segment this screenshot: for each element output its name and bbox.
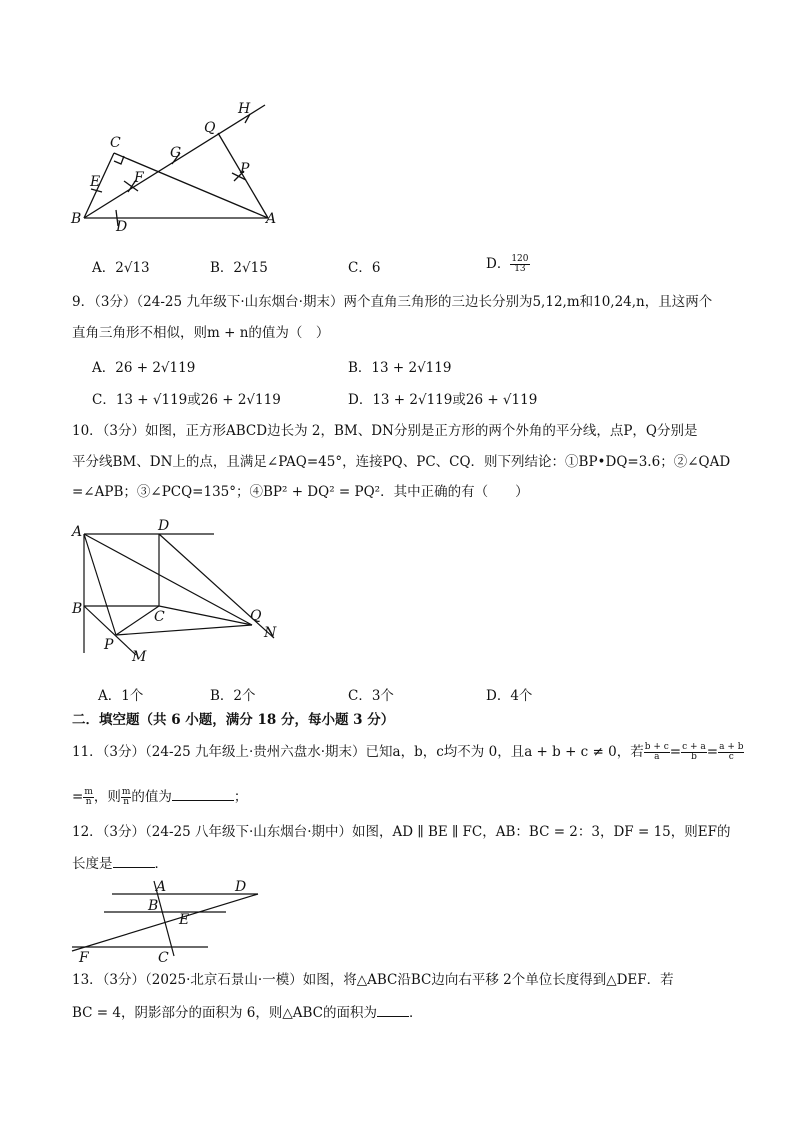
q12-text-end: ． xyxy=(154,856,168,872)
label-q: Q xyxy=(204,120,216,136)
label-c: C xyxy=(154,609,165,625)
q10-line3: =∠APB；③∠PCQ=135°；④BP² + DQ² = PQ²．其中正确的有（ ） xyxy=(72,484,529,500)
q8-option-d-fraction: $\frac{120}{13}$ xyxy=(511,254,529,274)
q12-line2 xyxy=(72,853,168,874)
q11-eq-1: = xyxy=(669,744,682,760)
label-p: P xyxy=(240,161,250,177)
label-d: D xyxy=(235,879,247,895)
label-b: B xyxy=(148,898,159,914)
figure-q10 xyxy=(66,515,286,665)
q10-option-c[interactable]: C．3个 xyxy=(348,688,394,704)
q12-text: 长度是 xyxy=(72,856,113,872)
line-transversal-2 xyxy=(72,894,258,951)
q9-line2: 直角三角形不相似，则m + n的值为（ ） xyxy=(72,325,330,341)
q11-answer-blank[interactable] xyxy=(172,786,234,801)
q10-option-b[interactable]: B．2个 xyxy=(210,688,256,704)
line-cq xyxy=(159,606,252,625)
q9-option-d[interactable]: D．13 + 2√119或26 + √119 xyxy=(348,392,538,408)
label-c: C xyxy=(158,950,169,966)
q12-answer-blank[interactable] xyxy=(113,853,155,868)
label-a: A xyxy=(156,879,167,895)
q10-option-d[interactable]: D．4个 xyxy=(486,688,533,704)
q11-text-value: 的值为 xyxy=(131,789,172,805)
q11-eq-3: = xyxy=(72,789,84,805)
label-f: F xyxy=(79,950,89,966)
q11-fraction-2: $\frac{c + a}{b}$ xyxy=(682,742,706,762)
q9-option-a[interactable]: A．26 + 2√119 xyxy=(92,360,196,376)
label-a: A xyxy=(266,211,277,227)
line-pq xyxy=(116,625,252,635)
section2-heading: 二．填空题（共 6 小题，满分 18 分，每小题 3 分） xyxy=(72,712,395,728)
q11-fraction-3: $\frac{a + b}{c}$ xyxy=(719,742,744,762)
q11-text: 11．（3分）（24-25 九年级上·贵州六盘水·期末）已知a，b，c均不为 0，且a + b + c ≠ 0，若 xyxy=(72,744,644,760)
q11-line2 xyxy=(72,786,247,807)
q8-option-a[interactable]: A．2√13 xyxy=(92,260,150,276)
label-e: E xyxy=(179,912,190,928)
q13-text: BC = 4，阴影部分的面积为 6，则△ABC的面积为 xyxy=(72,1005,377,1021)
q10-option-a[interactable]: A．1个 xyxy=(98,688,144,704)
label-b: B xyxy=(72,601,83,617)
line-aq xyxy=(84,534,252,625)
figure-q12 xyxy=(68,876,268,966)
label-g: G xyxy=(170,145,182,161)
q9-option-b[interactable]: B．13 + 2√119 xyxy=(348,360,452,376)
q13-text-end: ． xyxy=(409,1005,423,1021)
label-f: F xyxy=(134,170,144,186)
q11-eq-2: = xyxy=(706,744,719,760)
q9-line1: 9．（3分）（24-25 九年级下·山东烟台·期末）两个直角三角形的三边长分别为5,12,m和10,24,n，且这两个 xyxy=(72,294,713,310)
q8-option-d[interactable] xyxy=(486,252,530,274)
label-d: D xyxy=(116,219,128,235)
q8-option-d-prefix: D． xyxy=(486,256,511,272)
label-m: M xyxy=(132,649,147,665)
label-c: C xyxy=(110,135,121,151)
label-d: D xyxy=(158,518,170,534)
q13-answer-blank[interactable] xyxy=(377,1002,409,1017)
label-p: P xyxy=(104,637,114,653)
q9-option-c[interactable]: C．13 + √119或26 + 2√119 xyxy=(92,392,281,408)
label-q: Q xyxy=(250,608,262,624)
label-a: A xyxy=(72,524,83,540)
q12-line1: 12．（3分）（24-25 八年级下·山东烟台·期中）如图，AD ∥ BE ∥ FC，AB：BC = 2：3，DF = 15，则EF的 xyxy=(72,824,731,840)
line-pc xyxy=(116,606,159,635)
q11-fraction-mn-2: $\frac{m}{n}$ xyxy=(121,787,131,807)
label-b: B xyxy=(71,211,82,227)
figure-q8 xyxy=(60,95,290,240)
q8-option-c[interactable]: C．6 xyxy=(348,260,381,276)
label-n: N xyxy=(264,625,277,641)
label-e: E xyxy=(90,174,101,190)
label-h: H xyxy=(238,101,251,117)
q11-text-end: ； xyxy=(233,789,248,805)
q11-text-then: ，则 xyxy=(93,789,121,805)
q10-line1: 10．（3分）如图，正方形ABCD边长为 2，BM、DN分别是正方形的两个外角的平分线，点P，Q分别是 xyxy=(72,423,698,439)
q13-line1: 13．（3分）（2025·北京石景山·一模）如图，将△ABC沿BC边向右平移 2个单位长度得到△DEF．若 xyxy=(72,972,674,988)
q11-fraction-mn: $\frac{m}{n}$ xyxy=(84,787,93,807)
q8-option-b[interactable]: B．2√15 xyxy=(210,260,268,276)
q10-line2: 平分线BM、DN上的点，且满足∠PAQ=45°，连接PQ、PC、CQ．则下列结论：①BP•DQ=3.6；②∠QAD xyxy=(72,454,731,470)
q13-line2 xyxy=(72,1002,423,1023)
q11-line1 xyxy=(72,742,744,762)
q11-fraction-1: $\frac{b + c}{a}$ xyxy=(644,742,669,762)
